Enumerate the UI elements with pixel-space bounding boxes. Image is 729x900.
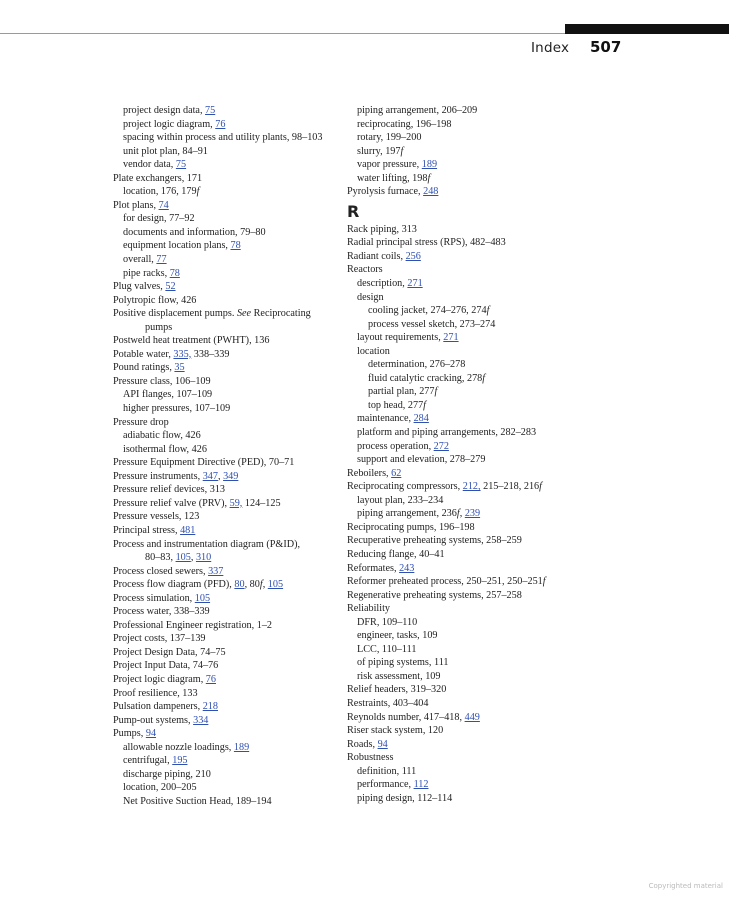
index-entry — [113, 659, 343, 673]
index-subentry — [347, 131, 587, 145]
index-subentry — [113, 443, 343, 457]
index-entry — [113, 727, 343, 741]
index-entry-text: f — [427, 172, 431, 184]
index-subentry — [113, 429, 343, 443]
index-entry-text: piping design, 112–114 — [357, 792, 453, 804]
page-reference-link[interactable]: 74 — [158, 199, 169, 211]
index-entry-text: LCC, 110–111 — [357, 643, 417, 655]
page-reference-link[interactable]: 349 — [223, 470, 239, 482]
index-entry-text: f — [259, 579, 263, 591]
index-entry-text: Pressure vessels, 123 — [113, 511, 200, 523]
index-entry-text: f — [542, 576, 546, 588]
index-subentry — [113, 388, 343, 402]
index-entry — [113, 538, 343, 552]
index-entry-text: Pump-out systems, — [113, 714, 194, 726]
index-entry-text: vapor pressure, — [357, 159, 422, 171]
page-reference-link[interactable]: 195 — [172, 755, 188, 767]
index-subentry — [113, 185, 343, 199]
index-subentry — [347, 412, 587, 426]
index-entry-text: Reformer preheated process, 250–251, 250–251 — [347, 576, 543, 588]
index-entry — [347, 250, 587, 264]
page-reference-link[interactable]: 239 — [464, 508, 481, 520]
index-subentry — [347, 643, 587, 657]
index-entry-text: API flanges, 107–109 — [123, 389, 213, 401]
index-entry-text: top head, 277 — [368, 399, 424, 411]
index-entry-text: water lifting, 198 — [357, 172, 428, 184]
index-entry-text: , — [190, 552, 196, 564]
index-entry-text: layout requirements, — [357, 332, 444, 344]
index-entry — [347, 534, 587, 548]
index-subentry — [347, 440, 587, 454]
index-subentry — [347, 372, 587, 386]
index-entry-text: Reciprocating pumps, 196–198 — [347, 521, 475, 533]
index-entry — [113, 307, 343, 321]
index-letter-heading: R — [347, 201, 360, 221]
index-entry-text: Potable water, — [113, 348, 174, 360]
index-entry-text: Proof resilience, 133 — [113, 687, 198, 699]
index-entry — [113, 361, 343, 375]
page-reference-link[interactable]: 284 — [413, 413, 429, 425]
index-entry-text: f — [400, 145, 404, 157]
index-entry-text: support and elevation, 278–279 — [357, 454, 486, 466]
index-column-right — [347, 104, 587, 805]
index-entry-text: Radial principal stress (RPS), 482–483 — [347, 237, 506, 249]
index-entry — [113, 334, 343, 348]
index-entry-text: Pressure drop — [113, 416, 169, 428]
index-entry — [347, 724, 587, 738]
index-entry — [113, 578, 343, 592]
index-entry-text: Robustness — [347, 752, 394, 764]
index-entry-text: Positive displacement pumps. — [113, 308, 237, 320]
page-number: 507 — [590, 38, 622, 56]
index-entry-text: maintenance, — [357, 413, 414, 425]
index-entry-text: f — [482, 372, 486, 384]
index-entry — [113, 497, 343, 511]
page-reference-link[interactable]: 78 — [230, 240, 241, 252]
index-entry — [113, 172, 343, 186]
index-entry-text: Radiant coils, — [347, 250, 406, 262]
page-reference-link[interactable]: 347 — [202, 470, 218, 482]
index-entry-text: Roads, — [347, 738, 378, 750]
index-subentry — [347, 118, 587, 132]
index-entry-text: , 80 — [244, 579, 260, 591]
index-entry-text: 338–339 — [191, 348, 230, 360]
index-entry-text: pumps — [145, 321, 173, 333]
index-entry-text: project logic diagram, — [123, 118, 216, 130]
page-reference-link[interactable]: 105 — [267, 579, 284, 591]
index-entry — [347, 575, 587, 589]
index-entry-text: reciprocating, 196–198 — [357, 118, 452, 130]
index-entry-text: isothermal flow, 426 — [123, 443, 207, 455]
index-entry-text: cooling jacket, 274–276, 274 — [368, 305, 487, 317]
page-reference-link[interactable]: 94 — [145, 728, 157, 740]
index-entry-text: Regenerative preheating systems, 257–258 — [347, 589, 522, 601]
page-reference-link[interactable]: 76 — [205, 673, 216, 685]
index-subentry — [113, 741, 343, 755]
index-entry-text: allowable nozzle loadings, — [123, 741, 234, 753]
index-entry-text: Rack piping, 313 — [347, 223, 417, 235]
index-subentry — [347, 507, 587, 521]
index-subentry — [347, 145, 587, 159]
page-reference-link[interactable]: 59, — [229, 497, 243, 509]
index-entry-text: Pyrolysis furnace, — [347, 186, 424, 198]
index-subentry — [113, 754, 343, 768]
index-entry-text: centrifugal, — [123, 755, 173, 767]
page-reference-link[interactable]: 335, — [173, 348, 192, 360]
page-reference-link[interactable]: 218 — [202, 701, 218, 713]
index-entry — [113, 565, 343, 579]
page-reference-link[interactable]: 256 — [405, 250, 421, 262]
index-subentry — [113, 131, 343, 145]
index-entry-text: Pulsation dampeners, — [113, 701, 203, 713]
index-entry-text: Project Design Data, 74–75 — [113, 646, 226, 658]
index-subentry — [347, 494, 587, 508]
index-subentry — [347, 656, 587, 670]
index-entry-text: Process water, 338–339 — [113, 606, 210, 618]
index-entry-text: partial plan, 277 — [368, 386, 435, 398]
index-entry-text: Reboilers, — [347, 467, 392, 479]
page-reference-link[interactable]: 75 — [205, 105, 216, 116]
index-entry-text: f — [423, 399, 427, 411]
index-entry-text: 80–83, — [145, 552, 176, 564]
index-subentry — [113, 212, 343, 226]
page-reference-link[interactable]: 271 — [443, 332, 459, 344]
index-entry-text: risk assessment, 109 — [357, 670, 441, 682]
index-entry-text: Pressure class, 106–109 — [113, 375, 211, 387]
index-entry-text: Net Positive Suction Head, 189–194 — [123, 795, 272, 807]
index-entry-text: location — [357, 345, 390, 357]
index-entry-text: process operation, — [357, 440, 434, 452]
index-entry — [113, 510, 343, 524]
index-entry-text: higher pressures, 107–109 — [123, 403, 231, 415]
index-entry — [347, 751, 587, 765]
index-entry-text: Plug valves, — [113, 281, 166, 293]
index-subentry — [113, 781, 343, 795]
index-entry-text: rotary, 199–200 — [357, 132, 422, 144]
index-entry-text: f — [196, 186, 200, 198]
index-entry-text: discharge piping, 210 — [123, 768, 211, 780]
index-entry-text: Pound ratings, — [113, 362, 175, 374]
index-entry-text: Process closed sewers, — [113, 565, 209, 577]
index-entry — [113, 619, 343, 633]
index-entry — [113, 375, 343, 389]
index-subentry — [347, 426, 587, 440]
page-reference-link[interactable]: 80 — [234, 579, 245, 591]
page-reference-link[interactable]: 271 — [407, 278, 423, 290]
index-entry — [113, 646, 343, 660]
index-entry-text: Reynolds number, 417–418, — [347, 711, 465, 723]
index-subentry — [347, 318, 587, 332]
index-entry-text: piping arrangement, 236 — [357, 508, 457, 520]
index-subentry — [347, 104, 587, 118]
index-entry-text: engineer, tasks, 109 — [357, 630, 438, 642]
index-subentry — [113, 402, 343, 416]
index-entry-text: 215–218, 216 — [480, 481, 540, 493]
index-subentry — [347, 765, 587, 779]
index-entry — [347, 697, 587, 711]
index-entry — [113, 632, 343, 646]
index-entry — [113, 456, 343, 470]
index-entry-text: Pressure instruments, — [113, 470, 203, 482]
index-subentry — [347, 358, 587, 372]
index-entry-text: See — [236, 308, 252, 320]
index-entry-text: design — [357, 291, 384, 303]
index-entry-text: for design, 77–92 — [123, 213, 195, 225]
index-entry — [113, 416, 343, 430]
index-entry-text: Reciprocating — [251, 308, 311, 320]
page-reference-link[interactable]: 334 — [193, 714, 209, 726]
page-reference-link[interactable]: 248 — [423, 186, 439, 198]
index-entry-text: Postweld heat treatment (PWHT), 136 — [113, 335, 270, 347]
index-subentry — [347, 616, 587, 630]
index-subentry — [113, 145, 343, 159]
index-subentry — [113, 158, 343, 172]
page-reference-link[interactable]: 189 — [233, 741, 250, 753]
index-entry — [113, 280, 343, 294]
index-entry-text: Pressure relief devices, 313 — [113, 484, 226, 496]
page-reference-link[interactable]: 52 — [165, 281, 176, 293]
index-entry — [347, 711, 587, 725]
index-entry-text: Plate exchangers, 171 — [113, 172, 203, 184]
index-entry — [347, 521, 587, 535]
index-entry-text: definition, 111 — [357, 765, 417, 777]
index-entry-text: Project costs, 137–139 — [113, 633, 206, 645]
index-subentry — [113, 253, 343, 267]
index-entry — [113, 348, 343, 362]
index-entry-text: of piping systems, 111 — [357, 657, 449, 669]
index-subentry — [347, 345, 587, 359]
page-reference-link[interactable]: 481 — [180, 524, 196, 536]
index-subentry — [347, 670, 587, 684]
page-reference-link[interactable]: 189 — [421, 159, 438, 171]
index-entry-text: piping arrangement, 206–209 — [357, 105, 478, 116]
index-entry-text: Reformates, — [347, 562, 400, 574]
index-entry — [347, 223, 587, 237]
index-entry-text: Pressure relief valve (PRV), — [113, 497, 230, 509]
index-entry-text: Polytropic flow, 426 — [113, 294, 197, 306]
index-entry-text: Process and instrumentation diagram (P&ID), — [113, 538, 301, 550]
index-entry — [113, 199, 343, 213]
index-entry — [113, 687, 343, 701]
index-entry-text: location, 200–205 — [123, 782, 197, 794]
index-entry-text: layout plan, 233–234 — [357, 494, 444, 506]
index-entry — [347, 263, 587, 277]
index-entry-text: determination, 276–278 — [368, 359, 466, 371]
index-entry — [347, 683, 587, 697]
page-reference-link[interactable]: 77 — [156, 254, 167, 266]
index-entry-text: vendor data, — [123, 159, 176, 171]
index-subentry — [113, 104, 343, 118]
index-entry-text: unit plot plan, 84–91 — [123, 145, 208, 157]
page-reference-link[interactable]: 243 — [399, 562, 415, 574]
index-entry-text: Pressure Equipment Directive (PED), 70–71 — [113, 457, 295, 469]
index-entry — [113, 714, 343, 728]
page-reference-link[interactable]: 449 — [464, 711, 480, 723]
index-entry — [113, 470, 343, 484]
index-entry-text: location, 176, 179 — [123, 186, 197, 198]
running-head-title: Index — [531, 40, 570, 56]
index-entry-text: pipe racks, — [123, 267, 170, 279]
index-column-left — [113, 104, 343, 808]
index-entry-text: Process simulation, — [113, 592, 195, 604]
index-subentry — [347, 172, 587, 186]
index-subentry — [113, 118, 343, 132]
index-entry-text: adiabatic flow, 426 — [123, 430, 201, 442]
page-reference-link[interactable]: 272 — [433, 440, 449, 452]
page-reference-link[interactable]: 105 — [175, 552, 191, 564]
index-entry-text: Plot plans, — [113, 199, 159, 211]
index-subentry — [113, 226, 343, 240]
page-reference-link[interactable]: 112 — [413, 779, 429, 791]
index-subentry — [113, 768, 343, 782]
index-entry — [347, 589, 587, 603]
index-entry-text: Professional Engineer registration, 1–2 — [113, 619, 273, 631]
header-bar — [565, 24, 729, 34]
index-entry-text: f — [456, 508, 460, 520]
page-reference-link[interactable]: 94 — [377, 738, 388, 750]
page-reference-link[interactable]: 310 — [195, 552, 212, 564]
index-subentry — [347, 453, 587, 467]
index-entry-text: , — [217, 470, 224, 482]
index-entry-text: project design data, — [123, 105, 206, 116]
index-entry-text: f — [434, 386, 438, 398]
index-entry-text: Recuperative preheating systems, 258–259 — [347, 535, 522, 547]
index-entry-text: Restraints, 403–404 — [347, 697, 429, 709]
index-entry-text: documents and information, 79–80 — [123, 226, 266, 238]
index-entry — [347, 548, 587, 562]
index-entry-text: , — [262, 579, 268, 591]
index-subentry — [113, 795, 343, 809]
index-subentry — [347, 158, 587, 172]
index-entry-text: fluid catalytic cracking, 278 — [368, 372, 483, 384]
index-subentry — [347, 277, 587, 291]
index-entry — [113, 524, 343, 538]
index-subentry — [347, 399, 587, 413]
index-entry-text: Reducing flange, 40–41 — [347, 548, 445, 560]
index-entry-text: Project Input Data, 74–76 — [113, 660, 219, 672]
index-entry — [347, 467, 587, 481]
index-entry-text: slurry, 197 — [357, 145, 401, 157]
index-subentry — [347, 304, 587, 318]
index-entry-text: Reciprocating compressors, — [347, 481, 463, 493]
page-reference-link[interactable]: 78 — [169, 267, 180, 279]
index-entry — [113, 673, 343, 687]
index-subentry — [347, 385, 587, 399]
index-entry-text: f — [486, 305, 490, 317]
index-entry-text: spacing within process and utility plants, 98–103 — [123, 132, 323, 144]
index-subentry — [347, 792, 587, 806]
index-subentry — [347, 629, 587, 643]
index-entry-text: Principal stress, — [113, 524, 181, 536]
index-entry-text: f — [539, 481, 542, 493]
index-entry-text: equipment location plans, — [123, 240, 231, 252]
index-entry-text: process vessel sketch, 273–274 — [368, 318, 496, 330]
index-entry-text: Reliability — [347, 603, 391, 615]
index-entry-text: Riser stack system, 120 — [347, 725, 444, 737]
index-entry — [347, 185, 587, 199]
copyright-notice: Copyrighted material — [648, 882, 723, 890]
index-entry-text: 124–125 — [242, 497, 281, 509]
index-entry-text: Project logic diagram, — [113, 673, 206, 685]
index-entry-text: description, — [357, 278, 408, 290]
page-reference-link[interactable]: 105 — [194, 592, 211, 604]
index-entry-text: platform and piping arrangements, 282–283 — [357, 427, 537, 439]
page-reference-link[interactable]: 75 — [175, 159, 187, 171]
page-reference-link[interactable]: 35 — [174, 362, 185, 374]
index-entry — [113, 483, 343, 497]
index-entry — [347, 236, 587, 250]
index-subentry — [347, 291, 587, 305]
page-reference-link[interactable]: 62 — [391, 467, 402, 479]
index-entry — [113, 592, 343, 606]
index-entry — [347, 738, 587, 752]
index-entry — [113, 605, 343, 619]
page-reference-link[interactable]: 76 — [215, 118, 226, 130]
index-subentry — [113, 321, 343, 335]
index-entry — [347, 562, 587, 576]
index-entry-text: , — [459, 508, 465, 520]
index-entry-text: Pumps, — [113, 728, 146, 740]
index-entry-text: overall, — [123, 254, 157, 266]
index-subentry — [113, 551, 343, 565]
index-entry-text: Reactors — [347, 264, 383, 276]
page-reference-link[interactable]: 337 — [208, 565, 224, 577]
index-entry-text: Process flow diagram (PFD), — [113, 579, 235, 591]
index-entry — [113, 294, 343, 308]
page-reference-link[interactable]: 212, — [462, 481, 481, 493]
index-entry — [113, 700, 343, 714]
index-entry — [347, 602, 587, 616]
index-entry — [347, 480, 587, 494]
index-subentry — [113, 267, 343, 281]
index-entry-text: DFR, 109–110 — [357, 616, 418, 628]
index-entry-text: Relief headers, 319–320 — [347, 684, 447, 696]
index-subentry — [113, 239, 343, 253]
index-subentry — [347, 331, 587, 345]
index-subentry — [347, 778, 587, 792]
index-entry-text: performance, — [357, 779, 414, 791]
